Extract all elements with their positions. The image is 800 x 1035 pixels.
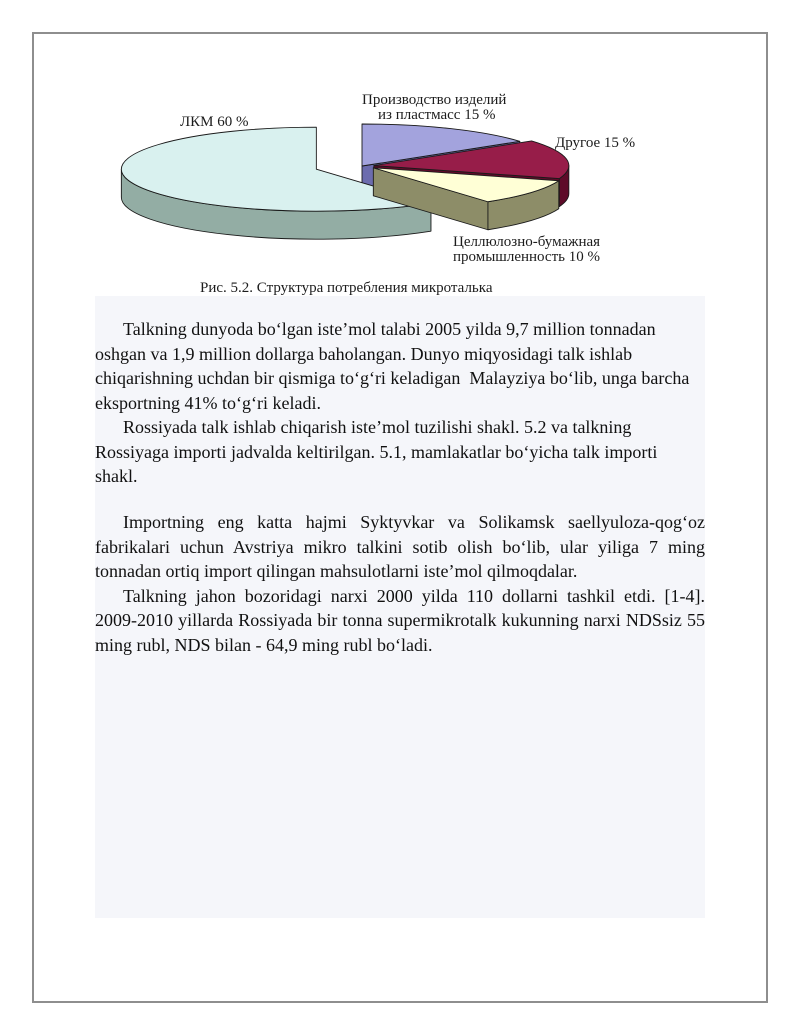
paragraph-gap	[95, 489, 705, 511]
text-line: Rossiyaga importi jadvalda keltirilgan. 5.1, mamlakatlar bo‘yicha talk importi	[95, 441, 658, 462]
slice-label: промышленность 10 %	[453, 249, 600, 265]
paragraph	[95, 510, 705, 584]
text-line: oshgan va 1,9 million dollarga baholangan. Dunyo miqyosidagi talk ishlab	[95, 343, 633, 364]
text-line: fabrikalari uchun Avstriya mikro talkini sotib olish bo‘lib, ular yiliga 7 ming	[95, 536, 705, 557]
text-line: tonnadan ortiq import qilingan mahsulotlarni iste’mol qilmoqdalar.	[95, 561, 578, 581]
text-line: Importning eng katta hajmi Syktyvkar va Solikamsk saellyuloza-qog‘oz	[123, 512, 705, 532]
slice-label: из пластмасс 15 %	[378, 107, 496, 123]
body-text	[95, 317, 705, 657]
text-line: Rossiyada talk ishlab chiqarish iste’mol tuzilishi shakl. 5.2 va talkning	[123, 417, 632, 437]
paragraph	[95, 317, 705, 415]
pie-slices	[121, 124, 569, 239]
text-line: Talkning dunyoda bo‘lgan iste’mol talabi 2005 yilda 9,7 million tonnadan	[123, 319, 656, 339]
text-line: 2009-2010 yillarda Rossiyada bir tonna supermikrotalk kukunning narxi NDSsiz 55	[95, 610, 705, 630]
text-line: shakl.	[95, 466, 138, 486]
figure-caption: Рис. 5.2. Структура потребления микроталька	[200, 280, 493, 296]
text-line: eksportning 41% to‘g‘ri keladi.	[95, 392, 321, 413]
slice-label: Другое 15 %	[555, 135, 636, 151]
paragraph	[95, 584, 705, 658]
text-line: ming rubl, NDS bilan - 64,9 ming rubl bo‘ladi.	[95, 634, 433, 655]
slice-label: Производство изделий	[362, 92, 507, 108]
slice-label: ЛКМ 60 %	[180, 114, 249, 130]
paragraph	[95, 415, 705, 489]
pie-chart	[0, 0, 800, 300]
text-line: chiqarishning uchdan bir qismiga to‘g‘ri keladigan Malayziya bo‘lib, unga barcha	[95, 368, 690, 388]
slice-label: Целлюлозно-бумажная	[453, 234, 601, 250]
text-line: Talkning jahon bozoridagi narxi 2000 yilda 110 dollarni tashkil etdi. [1-4].	[123, 585, 705, 606]
